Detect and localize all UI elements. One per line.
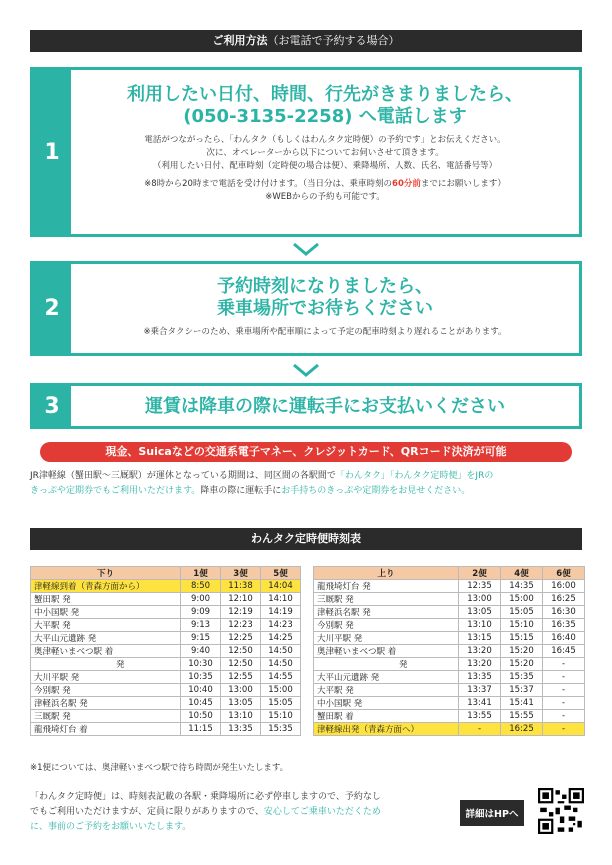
stop-name-cell: 津軽浜名駅 発 [314, 606, 459, 619]
time-cell: 12:19 [221, 606, 261, 619]
footer-notice: 「わんタク定時便」は、時刻表記載の各駅・乗降場所に必ず停車しますので、予約なし でもご利用いただけますが、定員に限りがありますので、安心してご乗車いただくため に、事前のご予約をお願いいたします。 [30, 792, 381, 832]
time-cell: 13:15 [459, 632, 501, 645]
time-cell: 16:25 [501, 723, 543, 736]
table-header-cell: 下り [31, 567, 181, 580]
time-cell: 10:40 [181, 684, 221, 697]
details-hp-button[interactable]: 詳細はHPへ [460, 800, 524, 826]
step-2-note: ※乗合タクシーのため、乗車場所や配車順によって予定の配車時刻より遅れることがあります。 [143, 327, 507, 337]
time-cell: 14:50 [261, 645, 301, 658]
time-cell: 13:35 [459, 671, 501, 684]
time-cell: - [543, 684, 585, 697]
table-header-cell: 5便 [261, 567, 301, 580]
step-3-number: 3 [33, 386, 71, 426]
time-cell: 15:15 [501, 632, 543, 645]
time-cell: 15:05 [261, 697, 301, 710]
table-row [31, 658, 301, 671]
usage-header-bar [30, 30, 582, 52]
time-cell: 9:15 [181, 632, 221, 645]
time-cell: 14:50 [261, 658, 301, 671]
stop-name-cell: 大川平駅 発 [314, 632, 459, 645]
stop-name-cell: 今別駅 発 [31, 684, 181, 697]
table-row [314, 619, 585, 632]
time-cell: 13:10 [459, 619, 501, 632]
time-cell: 13:05 [221, 697, 261, 710]
stop-name-cell: 龍飛埼灯台 着 [31, 723, 181, 736]
time-cell: 9:13 [181, 619, 221, 632]
stop-name-cell: 三厩駅 発 [31, 710, 181, 723]
time-cell: 15:55 [501, 710, 543, 723]
table-row [31, 684, 301, 697]
jr-notice: JR津軽線（蟹田駅～三厩駅）が運休となっている期間は、同区間の各駅間で「わんタク」「わんタク定時便」をJRの きっぷや定期券でもご利用いただけます。降車の際に運転手にお手持ちのきっぷや定期券をお見せください。 [30, 471, 494, 496]
time-cell: 12:35 [459, 580, 501, 593]
time-cell: 10:30 [181, 658, 221, 671]
table-row [314, 645, 585, 658]
stop-name-cell: 津軽浜名駅 発 [31, 697, 181, 710]
table-header-row [31, 567, 301, 580]
time-cell: 13:05 [459, 606, 501, 619]
time-cell: 16:45 [543, 645, 585, 658]
time-cell: 10:45 [181, 697, 221, 710]
table-row [31, 580, 301, 593]
stop-name-cell: 大平駅 発 [314, 684, 459, 697]
step-1-heading-line1: 利用したい日付、時間、行先がきまりましたら、 [127, 84, 523, 105]
time-cell: 9:40 [181, 645, 221, 658]
step-1-heading-line2: (050-3135-2258) へ電話します [183, 106, 467, 127]
time-cell: 15:35 [261, 723, 301, 736]
time-cell: 16:00 [543, 580, 585, 593]
time-cell: 15:10 [501, 619, 543, 632]
time-cell: - [543, 710, 585, 723]
time-cell: 12:55 [221, 671, 261, 684]
time-cell: 14:10 [261, 593, 301, 606]
time-cell: 13:37 [459, 684, 501, 697]
step-2-heading-line2: 乗車場所でお待ちください [217, 298, 433, 319]
table-row [31, 671, 301, 684]
time-cell: 15:41 [501, 697, 543, 710]
time-cell: 14:25 [261, 632, 301, 645]
table-header-cell: 3便 [221, 567, 261, 580]
table-header-cell: 6便 [543, 567, 585, 580]
time-cell: 16:30 [543, 606, 585, 619]
step-2-box [30, 261, 582, 356]
usage-title: ご利用方法 [212, 34, 268, 47]
usage-subtitle: （お電話で予約する場合） [267, 34, 400, 47]
stop-name-cell: 蟹田駅 着 [314, 710, 459, 723]
time-cell: 12:50 [221, 658, 261, 671]
time-cell: 15:35 [501, 671, 543, 684]
time-cell: 13:41 [459, 697, 501, 710]
time-cell: 12:10 [221, 593, 261, 606]
stop-name-cell: 中小国駅 発 [31, 606, 181, 619]
stop-name-cell: 発 [314, 658, 459, 671]
payment-methods-banner: 現金、Suicaなどの交通系電子マネー、クレジットカード、QRコード決済が可能 [40, 442, 572, 462]
up-timetable [313, 566, 585, 736]
table-row [314, 632, 585, 645]
table-header-cell: 1便 [181, 567, 221, 580]
stop-name-cell: 龍飛埼灯台 発 [314, 580, 459, 593]
step-1-note-web: ※WEBからの予約も可能です。 [265, 192, 385, 202]
time-cell: 13:20 [459, 658, 501, 671]
time-cell: 14:35 [501, 580, 543, 593]
stop-name-cell: 奥津軽いまべつ駅 着 [31, 645, 181, 658]
time-cell: 13:10 [221, 710, 261, 723]
time-cell: 12:50 [221, 645, 261, 658]
qr-code-icon[interactable] [538, 788, 584, 834]
table-row [314, 580, 585, 593]
time-cell: - [543, 658, 585, 671]
time-cell: 9:00 [181, 593, 221, 606]
time-cell: 12:23 [221, 619, 261, 632]
time-cell: 12:25 [221, 632, 261, 645]
time-cell: 15:05 [501, 606, 543, 619]
time-cell: 15:20 [501, 658, 543, 671]
table-row [31, 697, 301, 710]
time-cell: 14:55 [261, 671, 301, 684]
step-1-text-line1: 電話がつながったら、「わんタク（もしくはわんタク定時便）の予約です」とお伝えください。 [144, 135, 506, 145]
step-1-note-hours: ※8時から20時まで電話を受け付けます。（当日分は、乗車時刻の60分前までにお願いします） [144, 179, 506, 189]
stop-name-cell: 津軽線出発（青森方面へ） [314, 723, 459, 736]
time-cell: 16:40 [543, 632, 585, 645]
table-row [314, 593, 585, 606]
stop-name-cell: 三厩駅 発 [314, 593, 459, 606]
time-cell: 10:50 [181, 710, 221, 723]
down-timetable [30, 566, 301, 736]
stop-name-cell: 大川平駅 発 [31, 671, 181, 684]
table-header-cell: 2便 [459, 567, 501, 580]
table-row [31, 606, 301, 619]
timetable-note: ※1便については、奥津軽いまべつ駅で待ち時間が発生いたします。 [30, 763, 289, 773]
table-row [314, 671, 585, 684]
time-cell: 9:09 [181, 606, 221, 619]
table-row [31, 710, 301, 723]
time-cell: 13:35 [221, 723, 261, 736]
table-header-cell: 4便 [501, 567, 543, 580]
step-3-box [30, 383, 582, 429]
time-cell: - [543, 723, 585, 736]
stop-name-cell: 今別駅 発 [314, 619, 459, 632]
time-cell: 15:37 [501, 684, 543, 697]
time-cell: 11:15 [181, 723, 221, 736]
time-cell: 11:38 [221, 580, 261, 593]
table-row [31, 723, 301, 736]
time-cell: 13:00 [221, 684, 261, 697]
stop-name-cell: 奥津軽いまべつ駅 着 [314, 645, 459, 658]
stop-name-cell: 中小国駅 発 [314, 697, 459, 710]
time-cell: 14:23 [261, 619, 301, 632]
time-cell: 15:10 [261, 710, 301, 723]
table-row [314, 684, 585, 697]
stop-name-cell: 津軽線到着（青森方面から） [31, 580, 181, 593]
table-row [314, 723, 585, 736]
table-row [31, 645, 301, 658]
time-cell: - [543, 671, 585, 684]
time-cell: - [543, 697, 585, 710]
step-3-heading: 運賃は降車の際に運転手にお支払いください [145, 396, 505, 417]
step-1-box [30, 67, 582, 237]
stop-name-cell: 大平山元遺跡 発 [314, 671, 459, 684]
table-header-row [314, 567, 585, 580]
table-row [314, 697, 585, 710]
chevron-down-icon [292, 242, 320, 256]
table-row [314, 710, 585, 723]
table-header-cell: 上り [314, 567, 459, 580]
timetable-header-bar: わんタク定時便時刻表 [30, 528, 582, 550]
time-cell: 15:20 [501, 645, 543, 658]
chevron-down-icon [292, 363, 320, 377]
time-cell: 15:00 [261, 684, 301, 697]
time-cell: 16:25 [543, 593, 585, 606]
stop-name-cell: 発 [31, 658, 181, 671]
time-cell: 10:35 [181, 671, 221, 684]
time-cell: - [459, 723, 501, 736]
table-row [31, 593, 301, 606]
table-row [314, 658, 585, 671]
step-1-text-line3: （利用したい日付、配車時刻（定時便の場合は便）、乗降場所、人数、氏名、電話番号等） [152, 161, 498, 171]
time-cell: 15:00 [501, 593, 543, 606]
stop-name-cell: 大平駅 発 [31, 619, 181, 632]
time-cell: 8:50 [181, 580, 221, 593]
time-cell: 13:20 [459, 645, 501, 658]
table-row [31, 632, 301, 645]
time-cell: 14:19 [261, 606, 301, 619]
table-row [31, 619, 301, 632]
step-1-text-line2: 次に、オペレーターから以下についてお伺いさせて頂きます。 [206, 148, 444, 158]
stop-name-cell: 大平山元遺跡 発 [31, 632, 181, 645]
time-cell: 13:00 [459, 593, 501, 606]
time-cell: 14:04 [261, 580, 301, 593]
step-2-number: 2 [33, 264, 71, 353]
stop-name-cell: 蟹田駅 発 [31, 593, 181, 606]
time-cell: 13:55 [459, 710, 501, 723]
step-1-number: 1 [33, 70, 71, 234]
table-row [314, 606, 585, 619]
step-2-heading-line1: 予約時刻になりましたら、 [217, 276, 433, 297]
time-cell: 16:35 [543, 619, 585, 632]
